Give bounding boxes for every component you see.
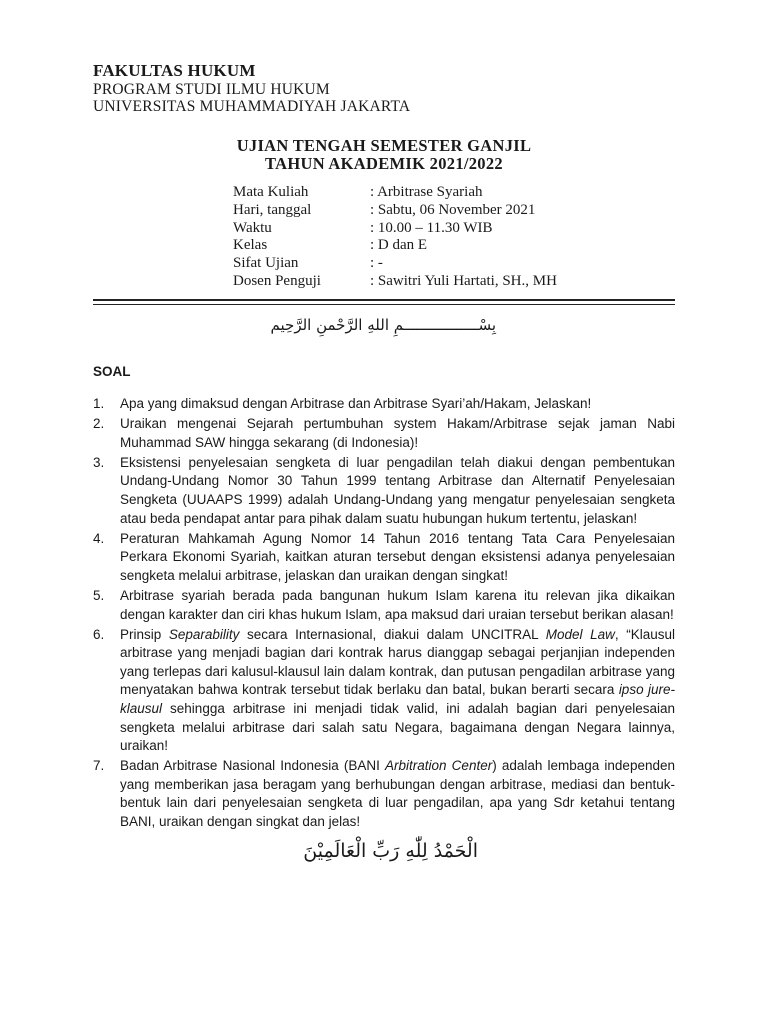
info-value: : -: [370, 255, 383, 272]
question-text: [120, 626, 675, 756]
question-item: [93, 587, 675, 624]
question-number: 5.: [93, 587, 105, 603]
question-text: [120, 395, 675, 414]
info-row: [233, 237, 557, 255]
question-text: [120, 415, 675, 452]
question-text-part: Peraturan Mahkamah Agung Nomor 14 Tahun 2016 tentang Tata Cara Penyelesaian Perkara Ekonomi Syariah, kaitkan aturan tersebut dengan eksistensi adanya penyelesaian sengketa melalui arbitrase, jelaskan dan uraikan dengan singkat!: [120, 530, 675, 583]
info-label: Dosen Penguji: [233, 272, 321, 289]
question-text-italic: ipso jure-klausul: [120, 682, 675, 716]
question-number: 3.: [93, 454, 105, 470]
info-value: : 10.00 – 11.30 WIB: [370, 219, 493, 236]
question-text-part: , “Klausul arbitrase yang menjadi bagian dari kontrak harus dianggap sebagai perjanjian independen yang terlepas dari kalusul-klausul lain dalam kontrak, dan putusan pengadilan arbitrase yang menyatakan bahwa kontrak tersebut tidak berlaku dan batal, bukan berarti secara: [120, 626, 675, 698]
question-text-part: Uraikan mengenai Sejarah pertumbuhan system Hakam/Arbitrase sejak jaman Nabi Muhammad SAW hingga sekarang (di Indonesia)!: [120, 416, 675, 450]
question-number: 2.: [93, 416, 105, 432]
question-item: [93, 530, 675, 586]
exam-info-table: [233, 184, 557, 291]
info-row: [233, 184, 557, 202]
exam-title: UJIAN TENGAH SEMESTER GANJIL: [236, 136, 532, 155]
question-text-part: sehingga arbitrase ini menjadi tidak valid, ini adalah bagian dari penyelesaian sengketa melalui arbitrase dari salah satu Negara, bagaimana dengan Negara lainnya, uraikan!: [120, 701, 675, 754]
hamdalah-text: الْحَمْدُ لِلّٰهِ رَبِّ الْعَالَمِيْنَ: [303, 840, 478, 862]
info-value: : Sawitri Yuli Hartati, SH., MH: [370, 272, 557, 289]
question-text-part: Apa yang dimaksud dengan Arbitrase dan Arbitrase Syari’ah/Hakam, Jelaskan!: [120, 396, 592, 411]
question-number: 6.: [93, 626, 105, 642]
soal-heading: SOAL: [93, 364, 131, 379]
question-number: 4.: [93, 530, 105, 546]
question-text-italic: Arbitration Center: [385, 758, 493, 774]
question-text-italic: Separability: [168, 626, 240, 642]
question-text-part: Badan Arbitrase Nasional Indonesia (BANI: [120, 758, 386, 774]
divider-thick: [93, 299, 675, 301]
info-label: Kelas: [233, 237, 268, 254]
info-value: : Arbitrase Syariah: [370, 184, 483, 200]
question-text: [120, 587, 675, 624]
question-item: [93, 757, 675, 831]
question-item: [93, 454, 675, 528]
basmala-text: بِسْـــــــــــــــــمِ اللهِ الرَّحْمنِ الرَّحِيم: [270, 316, 496, 334]
info-row: [233, 202, 557, 220]
info-row: [233, 255, 557, 273]
question-text: [120, 454, 675, 528]
question-text-part: ) adalah lembaga independen yang memberikan jasa beragam yang berhubungan dengan arbitrase, mediasi dan bentuk-bentuk lain dari penyelesaian sengketa di luar pengadilan, apa yang Sdr ketahui tentang BANI, uraikan dengan singkat dan jelas!: [120, 758, 675, 830]
question-text-part: secara Internasional, diakui dalam UNCITRAL: [239, 626, 546, 642]
question-text-italic: Model Law: [545, 626, 615, 642]
faculty-title: FAKULTAS HUKUM: [93, 61, 256, 80]
university-name: UNIVERSITAS MUHAMMADIYAH JAKARTA: [93, 98, 411, 115]
question-list: [93, 395, 675, 833]
question-text-part: Arbitrase syariah berada pada bangunan hukum Islam karena itu relevan jika dikaikan dengan karakter dan ciri khas hukum Islam, apa maksud dari uraian tersebut berikan alasan!: [120, 587, 675, 622]
info-label: Waktu: [233, 219, 272, 236]
info-value: : Sabtu, 06 November 2021: [370, 201, 536, 218]
academic-year: TAHUN AKADEMIK 2021/2022: [265, 154, 503, 173]
divider-thin: [93, 304, 675, 305]
info-label: Mata Kuliah: [233, 184, 309, 200]
question-item: [93, 626, 675, 756]
question-number: 1.: [93, 396, 105, 411]
question-text-part: Eksistensi penyelesaian sengketa di luar pengadilan telah diakui dengan pembentukan Undang-Undang Nomor 30 Tahun 1999 tentang Arbitrase dan Alternatif Penyelesaian Sengketa (UUAAPS 1999) adalah Undang-Undang yang mengatur penyelesaian sengketa atau beda pendapat antar para pihak dalam suatu hubungan hukum tertentu, jelaskan!: [120, 454, 675, 526]
question-text: [120, 757, 675, 831]
info-label: Sifat Ujian: [233, 255, 299, 272]
program-name: PROGRAM STUDI ILMU HUKUM: [93, 81, 330, 98]
question-item: [93, 395, 675, 414]
question-number: 7.: [93, 758, 105, 774]
info-value: : D dan E: [370, 237, 428, 254]
info-row: [233, 273, 557, 291]
question-item: [93, 415, 675, 452]
question-text-part: Prinsip: [120, 626, 169, 642]
question-text: [120, 530, 675, 586]
info-row: [233, 220, 557, 238]
info-label: Hari, tanggal: [233, 201, 312, 218]
